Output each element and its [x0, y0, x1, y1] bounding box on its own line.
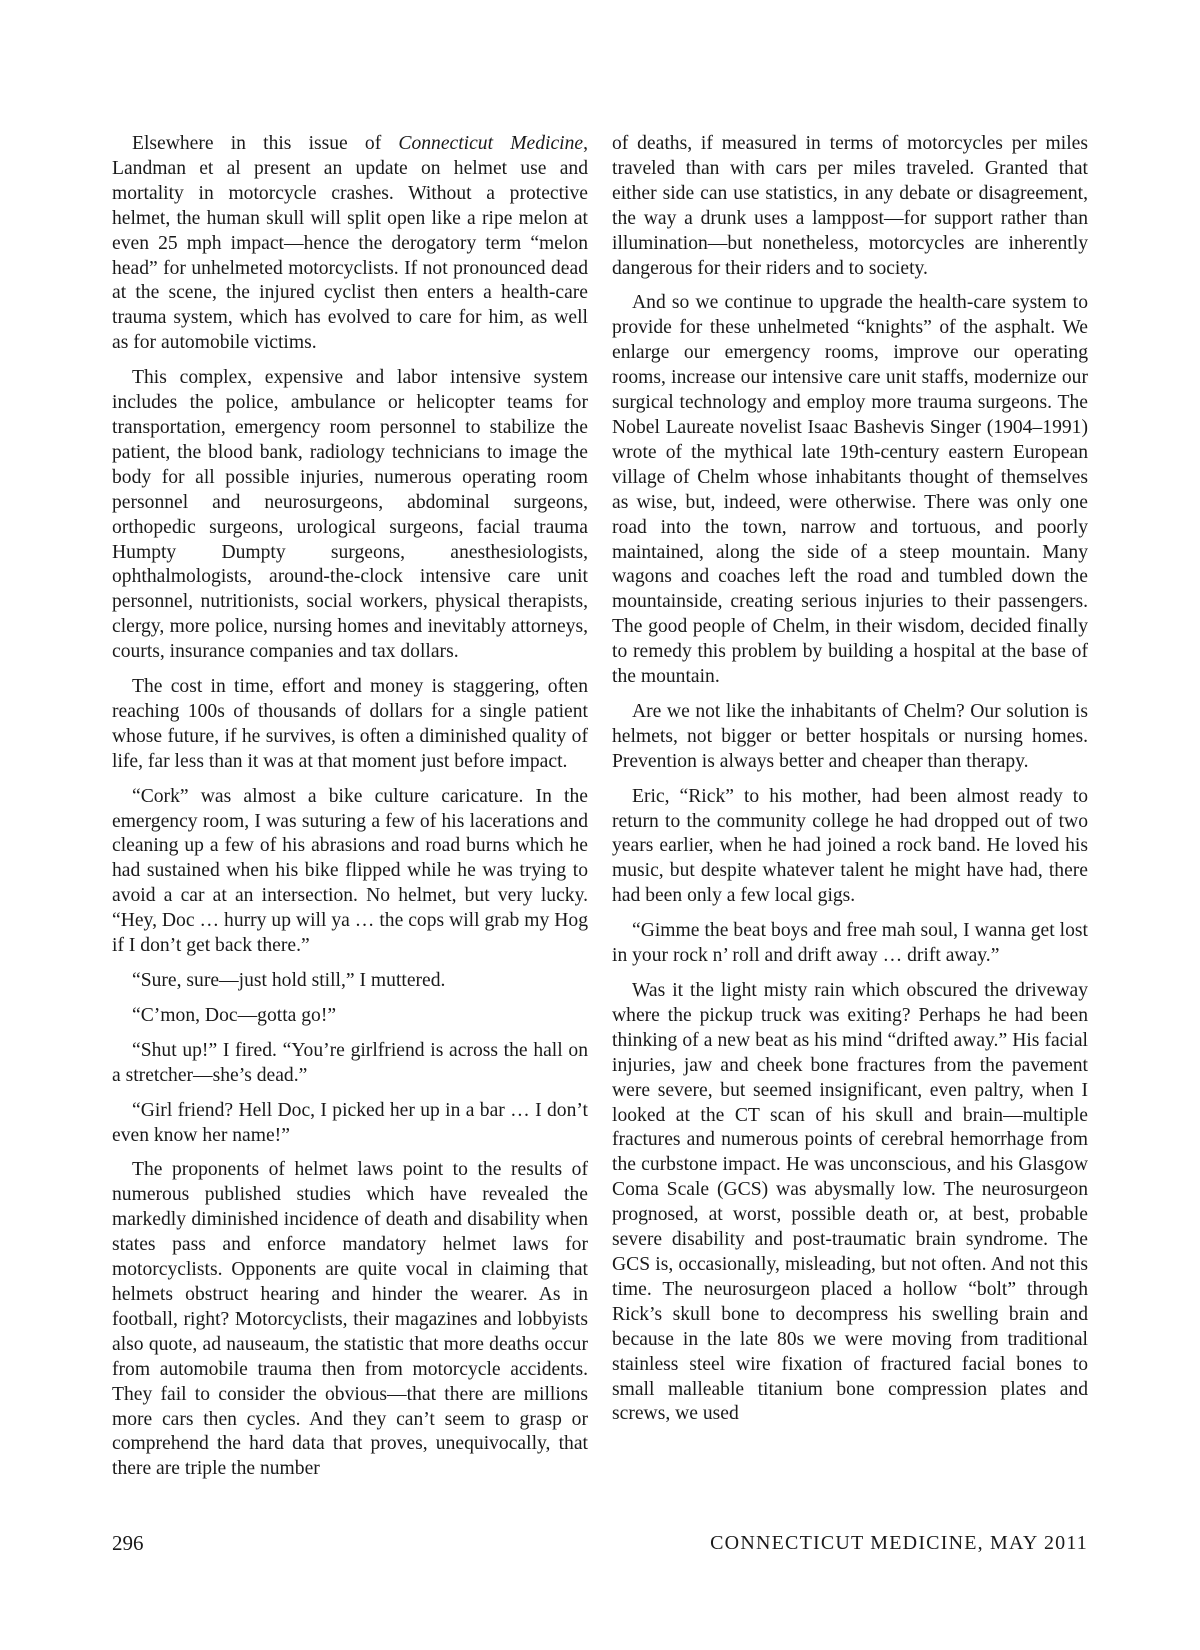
paragraph: “C’mon, Doc—gotta go!” [132, 1004, 337, 1026]
journal-title-italic: Connecticut Medicine [398, 133, 584, 154]
right-column [612, 132, 1088, 1437]
running-head: CONNECTICUT MEDICINE, MAY 2011 [710, 1532, 1088, 1554]
paragraph: Eric, “Rick” to his mother, had been almost ready to return to the community college he had dropped out of two years earlier, when he had joined a rock band. He loved his music, but despite whatever talent he might have had, there had been only a few local gigs. [612, 785, 1088, 907]
paragraph: Are we not like the inhabitants of Chelm? Our solution is helmets, not bigger or better hospitals or nursing homes. Prevention is always better and cheaper than therapy. [612, 700, 1088, 772]
paragraph: This complex, expensive and labor intensive system includes the police, ambulance or helicopter teams for transportation, emergency room personnel to stabilize the patient, the blood bank, radiology technicians to image the body for all possible injuries, numerous operating room personnel and neurosurgeons, abdominal surgeons, orthopedic surgeons, urological surgeons, facial trauma Humpty Dumpty surgeons, anesthesiologists, ophthalmologists, around-the-clock intensive care unit personnel, nutritionists, social workers, physical therapists, clergy, more police, nursing homes and inevitably attorneys, courts, insurance companies and tax dollars. [112, 367, 588, 663]
paragraph [112, 132, 588, 356]
paragraph-text: Elsewhere in this issue of [132, 133, 399, 154]
paragraph: “Gimme the beat boys and free mah soul, I wanna get lost in your rock n’ roll and drift away … drift away.” [612, 920, 1088, 967]
paragraph: Was it the light misty rain which obscured the driveway where the pickup truck was exiting? Perhaps he had been thinking of a new beat as his mind “drifted away.” His facial injuries, jaw and cheek bone fractures from the pavement were severe, but seemed insignificant, even paltry, when I looked at the CT scan of his skull and brain—multiple fractures and numerous points of cerebral hemorrhage from the curbstone impact. He was unconscious, and his Glasgow Coma Scale (GCS) was abysmally low. The neurosurgeon prognosed, at worst, possible death or, at best, probable severe disability and post-traumatic brain syndrome. The GCS is, occasionally, misleading, but not often. And not this time. The neurosurgeon placed a hollow “bolt” through Rick’s skull bone to decompress his swelling brain and because in the late 80s we were moving from traditional stainless steel wire fixation of fractured facial bones to small malleable titanium bone compression plates and screws, we used [612, 980, 1088, 1425]
left-column [112, 132, 588, 1492]
paragraph: “Shut up!” I fired. “You’re girlfriend is across the hall on a stretcher—she’s dead.” [112, 1039, 588, 1086]
paragraph: “Cork” was almost a bike culture caricature. In the emergency room, I was suturing a few of his lacerations and cleaning up a few of his abrasions and road burns which he had sustained when his bike flipped while he was trying to avoid a car at an intersection. No helmet, but very lucky. “Hey, Doc … hurry up will ya … the cops will grab my Hog if I don’t get back there.” [112, 785, 588, 957]
paragraph: And so we continue to upgrade the health-care system to provide for these unhelmeted “knights” of the asphalt. We enlarge our emergency rooms, improve our operating rooms, increase our intensive care unit staffs, modernize our surgical technology and employ more trauma surgeons. The Nobel Laureate novelist Isaac Bashevis Singer (1904–1991) wrote of the mythical late 19th-century eastern European village of Chelm whose inhabitants thought of themselves as wise, but, indeed, were otherwise. There was only one road into the town, narrow and tortuous, and poorly maintained, along the side of a steep mountain. Many wagons and coaches left the road and tumbled down the mountainside, creating serious injuries to their passengers. The good people of Chelm, in their wisdom, decided finally to remedy this problem by building a hospital at the base of the mountain. [612, 292, 1088, 688]
paragraph: The cost in time, effort and money is staggering, often reaching 100s of thousands of dollars for a single patient whose future, if he survives, is often a diminished quality of life, far less than it was at that moment just before impact. [112, 676, 588, 772]
paragraph: The proponents of helmet laws point to the results of numerous published studies which have revealed the markedly diminished incidence of death and disability when states pass and enforce mandatory helmet laws for motorcyclists. Opponents are quite vocal in claiming that helmets obstruct hearing and hinder the wearer. As in football, right? Motorcyclists, their magazines and lobbyists also quote, ad nauseaum, the statistic that more deaths occur from automobile trauma then from motorcycle accidents. They fail to consider the obvious—that there are millions more cars then cycles. And they can’t seem to grasp or comprehend the hard data that proves, unequivocally, that there are triple the number [112, 1159, 588, 1480]
paragraph: “Girl friend? Hell Doc, I picked her up in a bar … I don’t even know her name!” [112, 1099, 588, 1146]
paragraph-continued: of deaths, if measured in terms of motorcycles per miles traveled than with cars per miles traveled. Granted that either side can use statistics, in any debate or disagreement, the way a drunk uses a lamppost—for support rather than illumination—but nonetheless, motorcycles are inherently dangerous for their riders and to society. [612, 133, 1088, 279]
page-number: 296 [112, 1531, 144, 1555]
paragraph-text: , Landman et al present an update on helmet use and mortality in motorcycle crashes. Without a protective helmet, the human skull will split open like a ripe melon at even 25 mph impact—hence the derogatory term “melon head” for unhelmeted motorcyclists. If not pronounced dead at the scene, the injured cyclist then enters a health-care trauma system, which has evolved to care for him, as well as for automobile victims. [112, 133, 588, 354]
paragraph: “Sure, sure—just hold still,” I muttered. [132, 970, 446, 991]
